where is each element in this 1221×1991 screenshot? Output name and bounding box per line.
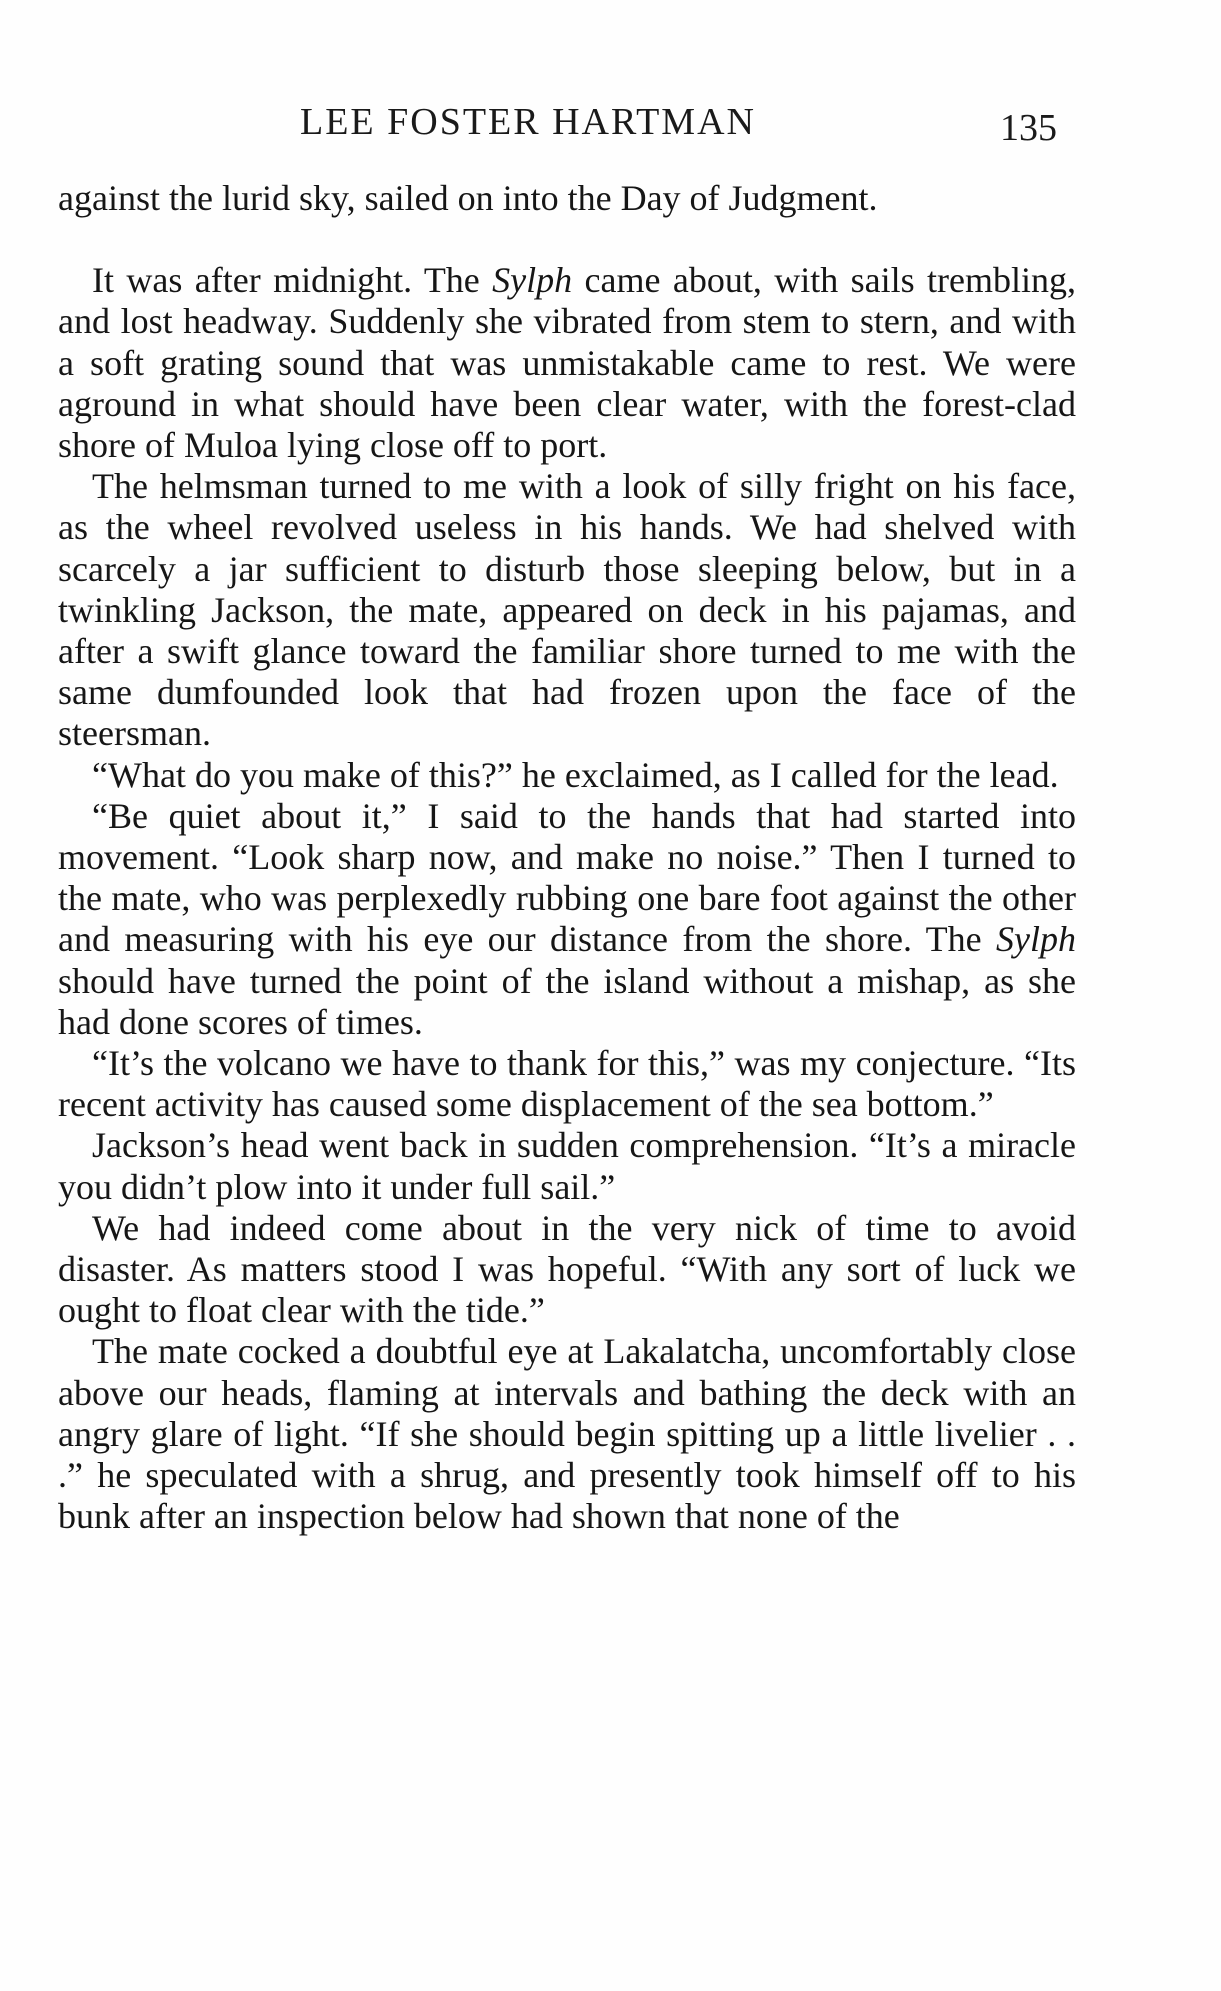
- page-number: 135: [1000, 107, 1057, 149]
- body-text: [58, 178, 1076, 1538]
- paragraph-8: We had indeed come about in the very nick of time to avoid disaster. As matters stood I was hopeful. “With any sort of luck we ought to float clear with the tide.”: [58, 1207, 1076, 1331]
- ship-name: Sylph: [492, 260, 573, 301]
- paragraph-7: Jackson’s head went back in sudden comprehension. “It’s a miracle you didn’t plow into it under full sail.”: [58, 1125, 1076, 1207]
- paragraph-1: against the lurid sky, sailed on into the Day of Judgment.: [58, 178, 878, 218]
- paragraph-9: The mate cocked a doubtful eye at Lakalatcha, uncomfortably close above our heads, flaming at intervals and bathing the deck with an angry glare of light. “If she should begin spitting up a little livelier . . .” he speculated with a shrug, and presently took himself off to his bunk after an inspection below had shown that none of the: [58, 1331, 1076, 1537]
- running-head: [0, 100, 1221, 150]
- paragraph-6: “It’s the volcano we have to thank for this,” was my conjecture. “Its recent activity has caused some displacement of the sea bottom.”: [58, 1043, 1076, 1125]
- ship-name: Sylph: [996, 919, 1076, 960]
- paragraph-4: “What do you make of this?” he exclaimed, as I called for the lead.: [92, 754, 1059, 795]
- paragraph-3: The helmsman turned to me with a look of silly fright on his face, as the wheel revolved useless in his hands. We had shelved with scarcely a jar sufficient to disturb those sleeping below, but in a twinkling Jackson, the mate, appeared on deck in his pajamas, and after a swift glance toward the familiar shore turned to me with the same dumfounded look that had frozen upon the face of the steersman.: [58, 466, 1076, 754]
- running-title: LEE FOSTER HARTMAN: [300, 101, 756, 143]
- paragraph-2: It was after midnight. The Sylph came about, with sails trembling, and lost headway. Suddenly she vibrated from stem to stern, and with a soft grating sound that was unmistakable came to rest. We were aground in what should have been clear water, with the forest-clad shore of Muloa lying close off to port.: [58, 260, 1076, 466]
- paragraph-5: “Be quiet about it,” I said to the hands that had started into movement. “Look sharp now, and make no noise.” Then I turned to the mate, who was perplexedly rubbing one bare foot against the other and measuring with his eye our distance from the shore. The Sylph should have turned the point of the island without a mishap, as she had done scores of times.: [58, 795, 1076, 1042]
